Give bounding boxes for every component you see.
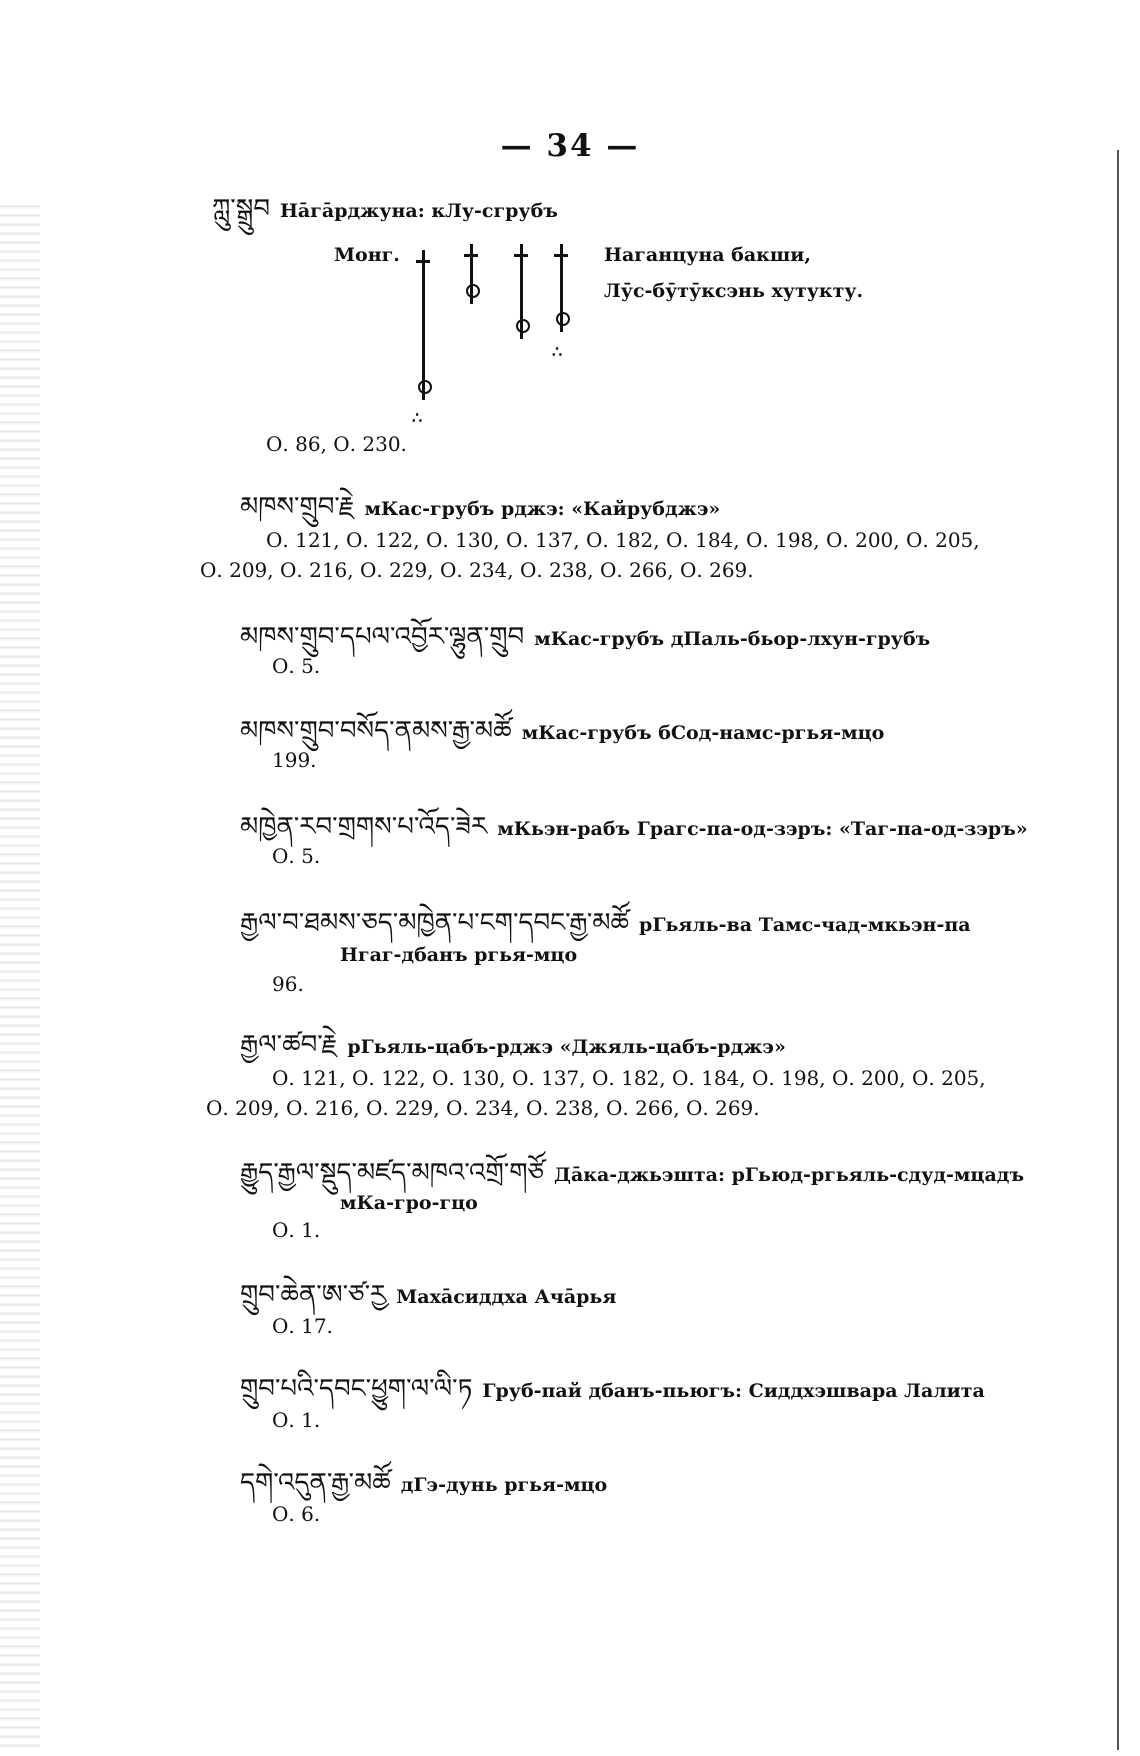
tibetan-script: རྒྱུད་རྒྱལ་སྡུད་མཛད་མཁའ་འགྲོ་གཙོ <box>240 1158 545 1188</box>
tibetan-script: གྲུབ་པའི་དབང་ཕྱུག་ལ་ལི་ཏ <box>240 1374 473 1404</box>
tibetan-script: མཁྱེན་རབ་གྲགས་པ་འོད་ཟེར <box>240 812 488 842</box>
entry-heading <box>212 180 558 253</box>
page-edge-line <box>1117 150 1119 1750</box>
entry-references: О. 209, О. 216, О. 229, О. 234, О. 238, О. 266, О. 269. <box>206 1096 760 1120</box>
entry-label: дГэ-дунь ргья-мцо <box>400 1474 608 1496</box>
mongolian-script-column <box>560 244 563 332</box>
entry-label-continuation: мКа-гро-гцо <box>340 1192 478 1214</box>
entry-label: Махāсиддха Ачāрья <box>396 1286 617 1308</box>
page-number: — 34 — <box>500 128 640 164</box>
tibetan-script: རྒྱལ་ཚབ་རྗེ <box>240 1030 338 1060</box>
entry-references: О. 121, О. 122, О. 130, О. 137, О. 182, О. 184, О. 198, О. 200, О. 205, <box>272 1066 986 1090</box>
tibetan-script: རྒྱལ་བ་ཐམས་ཅད་མཁྱེན་པ་ངག་དབང་རྒྱ་མཚོ <box>240 908 630 938</box>
mongolian-punctuation: ∴ <box>552 342 563 361</box>
entry-heading <box>240 702 884 775</box>
mongolian-label: Монг. <box>334 244 400 266</box>
mongolian-punctuation: ∴ <box>412 408 423 427</box>
entry-label: Груб-пай дбанъ-пьюгъ: Сиддхэшвара Лалита <box>482 1380 985 1402</box>
mongolian-script-column <box>520 244 523 339</box>
entry-heading <box>240 608 930 681</box>
entry-label: мКас-грубъ дПаль-бьор-лхун-грубъ <box>534 628 931 650</box>
entry-references: О. 1. <box>272 1218 321 1242</box>
entry-label: Дāка-джьэшта: рГьюд-ргьяль-сдуд-мцадъ <box>554 1164 1025 1186</box>
entry-label: мКас-грубъ рджэ: «Кайрубджэ» <box>364 498 721 520</box>
entry-references: О. 121, О. 122, О. 130, О. 137, О. 182, О. 184, О. 198, О. 200, О. 205, <box>266 528 980 552</box>
entry-label-continuation: Нгаг-дбанъ ргья-мцо <box>340 944 578 966</box>
entry-references: 96. <box>272 972 304 996</box>
tibetan-script: ཀླུ་སྒྲུབ <box>212 194 270 224</box>
entry-heading <box>240 1360 985 1433</box>
mongolian-transcription: Наганцуна бакши, <box>604 244 811 266</box>
entry-label: мКас-грубъ бСод-намс-ргья-мцо <box>521 722 885 744</box>
entry-references: О. 5. <box>272 844 321 868</box>
entry-label: мКьэн-рабъ Грагс-па-од-зэръ: «Таг-па-од-зэръ» <box>497 818 1028 840</box>
tibetan-script: མཁས་གྲུབ་བསོད་ནམས་རྒྱ་མཚོ <box>240 716 512 746</box>
tibetan-script: གྲུབ་ཆེན་ཨ་ཙ་རྱ <box>240 1280 387 1310</box>
entry-label: рГьяль-ва Тамс-чад-мкьэн-па <box>639 914 971 936</box>
mongolian-script-column <box>422 250 425 400</box>
entry-references: О. 209, О. 216, О. 229, О. 234, О. 238, О. 266, О. 269. <box>200 558 754 582</box>
entry-references: О. 1. <box>272 1408 321 1432</box>
entry-references: 199. <box>272 748 317 772</box>
entry-references: О. 17. <box>272 1314 333 1338</box>
entry-label: Нāгāрджуна: кЛу-сгрубъ <box>279 200 558 222</box>
entry-references: О. 86, О. 230. <box>266 432 407 456</box>
entry-references: О. 6. <box>272 1502 321 1526</box>
entry-references: О. 5. <box>272 654 321 678</box>
mongolian-script-column <box>470 244 473 304</box>
entry-heading <box>240 798 1028 871</box>
tibetan-script: དགེ་འདུན་རྒྱ་མཚོ <box>240 1468 391 1498</box>
tibetan-script: མཁས་གྲུབ་རྗེ <box>240 492 355 522</box>
mongolian-transcription: Лӯс-бӯтӯксэнь хутукту. <box>604 280 864 302</box>
tibetan-script: མཁས་གྲུབ་དཔལ་འབྱོར་ལྷུན་གྲུབ <box>240 622 525 652</box>
page-edge-shadow <box>0 200 40 1750</box>
entry-label: рГьяль-цабъ-рджэ «Джяль-цабъ-рджэ» <box>347 1036 786 1058</box>
